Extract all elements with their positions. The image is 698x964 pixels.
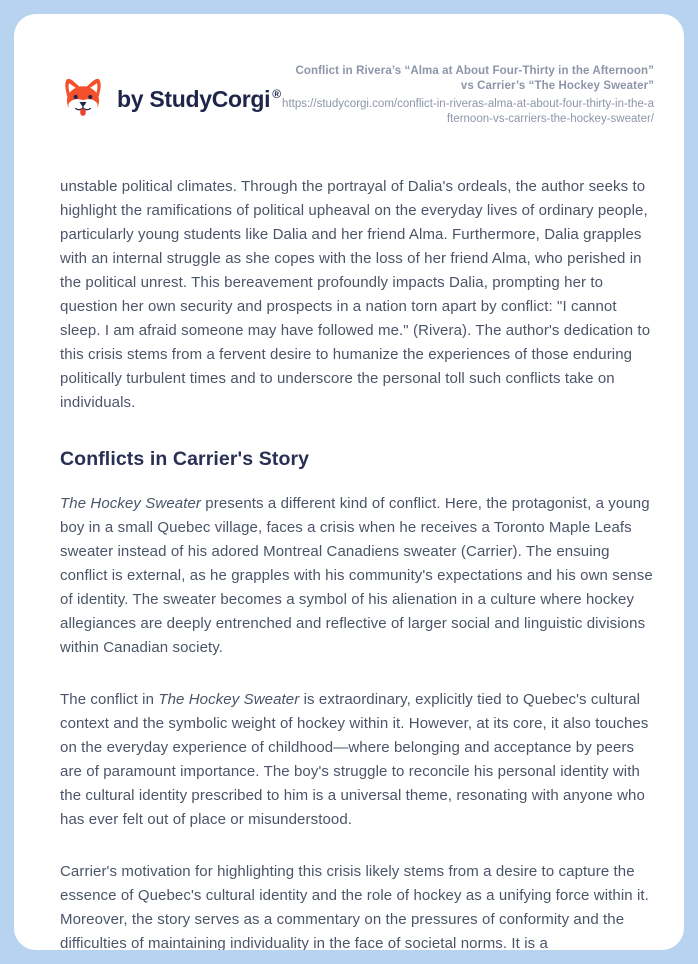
document-title: Conflict in Rivera’s “Alma at About Four-Thirty in the Afternoon” vs Carrier’s “The Hockey Sweater” (295, 65, 654, 92)
paragraph: Carrier's motivation for highlighting this crisis likely stems from a desire to capture the essence of Quebec's cultural identity and the role of hockey as a unifying force within it. Moreover, the story serves as a commentary on the pressures of conformity and the difficulties of maintaining individuality in the face of societal norms. It is a (60, 863, 649, 950)
paragraph: unstable political climates. Through the portrayal of Dalia's ordeals, the author seeks to highlight the ramifications of political upheaval on the everyday lives of ordinary people, particularly young students like Dalia and her friend Alma. Furthermore, Dalia grapples with an internal struggle as she copes with the loss of her friend Alma, who perished in the political unrest. This bereavement profoundly impacts Dalia, prompting her to question her own security and prospects in a nation torn apart by conflict: "I cannot sleep. I am afraid someone may have followed me." (Rivera). The author's dedication to this crisis stems from a fervent desire to humanize the experiences of those enduring politically turbulent times and to underscore the personal toll such conflicts take on individuals. (60, 178, 651, 411)
article-body (60, 175, 654, 950)
registered-trademark-symbol: ® (272, 87, 281, 101)
studycorgi-logo (60, 76, 281, 123)
document-url-link[interactable]: https://studycorgi.com/conflict-in-riveras-alma-at-about-four-thirty-in-the-afternoon-vs-carriers-the-hockey-sweater/ (282, 98, 654, 125)
logo-text: by StudyCorgi ® (117, 86, 281, 112)
paragraph: The conflict in The Hockey Sweater is extraordinary, explicitly tied to Quebec's cultural context and the symbolic weight of hockey within it. However, at its core, it also touches on the everyday experience of childhood—where belonging and acceptance by peers are of paramount importance. The boy's struggle to reconcile his personal identity with the cultural identity prescribed to him is a universal theme, resonating with anyone who has ever felt out of place or misunderstood. (60, 691, 649, 828)
section-heading: Conflicts in Carrier's Story (60, 448, 310, 470)
paragraph: The Hockey Sweater presents a different kind of conflict. Here, the protagonist, a young boy in a small Quebec village, faces a crisis when he receives a Toronto Maple Leafs sweater instead of his adored Montreal Canadiens sweater (Carrier). The ensuing conflict is external, as he grapples with his community's expectations and his own sense of identity. The sweater becomes a symbol of his alienation in a culture where hockey allegiances are deeply entrenched and reflective of larger social and linguistic divisions within Canadian society. (60, 495, 653, 656)
document-header (60, 64, 654, 126)
document-card (14, 14, 684, 950)
header-meta (281, 64, 654, 126)
corgi-logo-icon (60, 76, 106, 123)
